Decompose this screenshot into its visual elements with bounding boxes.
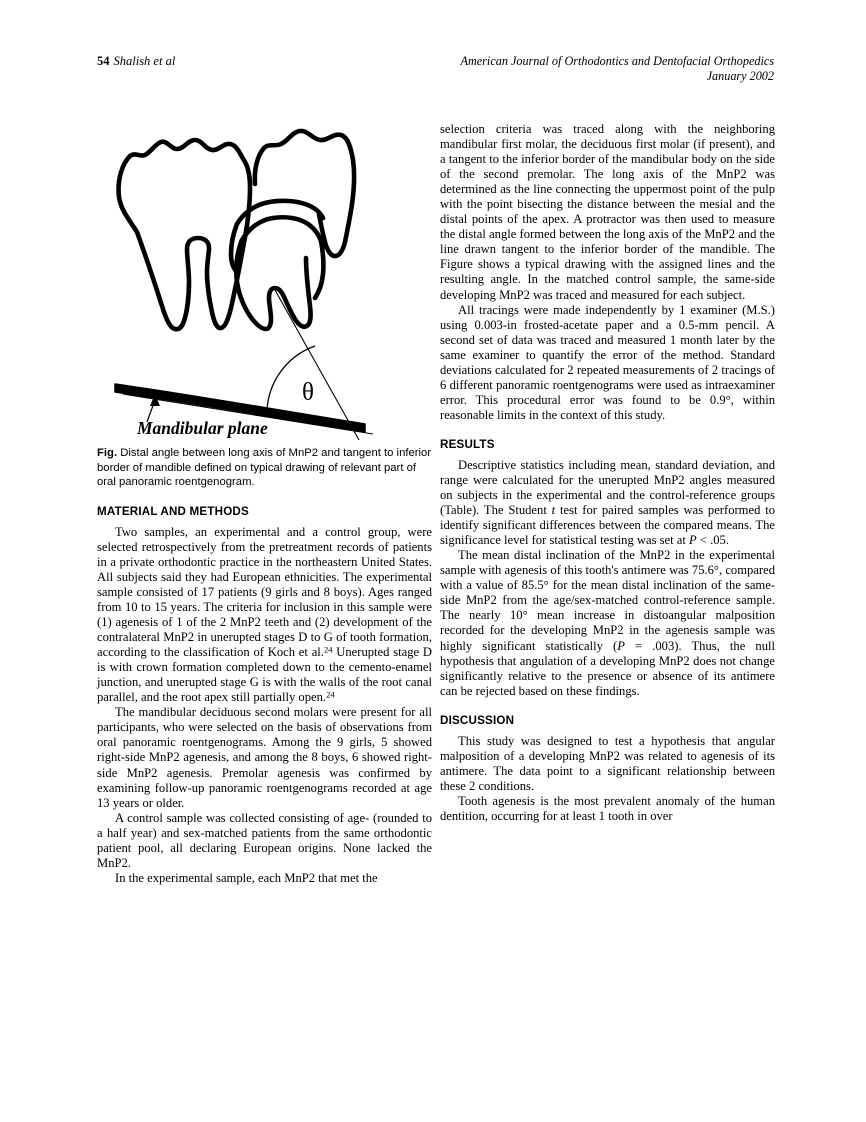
- results-1-part-c: < .05.: [696, 533, 729, 548]
- heading-material-and-methods: MATERIAL AND METHODS: [97, 504, 249, 518]
- paragraph-material-4: In the experimental sample, each MnP2 that met the: [115, 870, 378, 885]
- issue-date: January 2002: [706, 69, 774, 83]
- paragraph-tracings: All tracings were made independently by 1 examiner (M.S.) using 0.003-in frosted-acetate paper and a 0.5-mm pencil. A second set of data was traced and measured 1 month later by the same examiner to quantify the error of the method. Standard deviations calculated for 2 repeated measurements of 2 tracings of 6 different panoramic roentgenograms were used as intraexaminer error. This procedural error was found to be 0.9°, within reasonable limits in the context of this study.: [440, 302, 775, 422]
- results-2-part-a: The mean distal inclination of the MnP2 in the experimental sample with agenesis of this tooth's antimere was 75.6°, compared with a value of 85.5° for the mean distal inclination of the same-side MnP2 from the age/sex-matched control-reference sample. The nearly 10° mean increase in distoangular malposition recorded for the developing MnP2 in the agenesis sample was highly significant statistically (: [440, 548, 775, 653]
- figure-caption-text: Distal angle between long axis of MnP2 and tangent to inferior border of mandible defined on typical drawing of relevant part of oral panoramic roentgenogram.: [97, 447, 432, 489]
- heading-results: RESULTS: [440, 437, 495, 451]
- paragraph-material-3: A control sample was collected consisting of age- (rounded to a half year) and sex-matched patients from the same orthodontic patient pool, all declaring European origins. None lacked the MnP2.: [97, 810, 432, 870]
- paragraph-material-1-cont: Unerupted stage D is with crown formation completed down to the cemento-enamel junction, and unerupted stage G is with the walls of the root canal parallel, and the root apex still partially open.: [97, 645, 432, 705]
- results-1-part-a: Descriptive statistics including mean, standard deviation, and range were calculated for the unerupted MnP2 angles measured on subjects in the experimental and the control-reference groups (Table). The Student: [440, 457, 775, 518]
- student-t-italic: t: [551, 503, 556, 518]
- heading-discussion: DISCUSSION: [440, 713, 515, 727]
- journal-title: American Journal of Orthodontics and Dentofacial Orthopedics: [460, 54, 774, 68]
- paragraph-material-1: [97, 525, 432, 706]
- paragraph-discussion-1: This study was designed to test a hypothesis that angular malposition of a developing MnP2 was related to agenesis of its antimere. The data point to a significant relationship between these 2 conditions.: [440, 733, 775, 793]
- molar-outline: [119, 140, 250, 329]
- premolar-right-flank: [315, 241, 323, 298]
- paragraph-material-1-text: Two samples, an experimental and a control group, were selected retrospectively from the pretreatment records of patients in a private orthodontic practice in the northeastern United States. All subjects said they had European ethnicities. The experimental sample consisted of 17 patients (9 girls and 8 boys). Ages ranged from 10 to 15 years. The criteria for inclusion in this sample were (1) agenesis of 1 of the 2 MnP2 teeth and (2) development of the contralateral MnP2 in unerupted stages D to G of tooth formation, according to the classification of Koch et al.: [97, 524, 432, 660]
- mandibular-plane-label: Mandibular plane: [137, 418, 268, 438]
- paragraph-results-1: [440, 458, 775, 548]
- figure-illustration: [97, 122, 432, 440]
- p-value-symbol: P: [689, 533, 697, 548]
- citation-marker: 24: [326, 689, 335, 700]
- paragraph-discussion-2: Tooth agenesis is the most prevalent anomaly of the human dentition, occurring for at least 1 tooth in over: [440, 793, 775, 823]
- paragraph-material-2: The mandibular deciduous second molars were present for all participants, who were selected on the basis of observations from oral panoramic roentgenograms. Among the 9 girls, 5 showed right-side MnP2 agenesis, and among the 8 boys, 6 showed right-side MnP2 agenesis. Premolar agenesis was confirmed by examining follow-up panoramic roentgenograms recorded at age 13 years or older.: [97, 705, 432, 810]
- p-value-symbol: P: [617, 638, 625, 653]
- running-head-left: [97, 54, 175, 69]
- citation-marker: 24: [323, 644, 333, 655]
- angle-symbol-theta: θ: [302, 379, 314, 406]
- figure-label: Fig.: [97, 447, 118, 459]
- left-column: [97, 122, 432, 886]
- developing-premolar-crown-inner: [242, 217, 321, 241]
- results-1-part-b: test for paired samples was performed to identify significant differences between the compared means. The significance level for statistical testing was set at: [440, 503, 775, 548]
- paragraph-methods-continued: selection criteria was traced along with the neighboring mandibular first molar, the deciduous first molar (if present), and a tangent to the inferior border of the mandibular body on the side of the second premolar. The long axis of the MnP2 was determined as the line connecting the uppermost point of the pulp with the point bisecting the distance between the mesial and the distal points of the apex. A protractor was then used to measure the distal angle formed between the long axis of the MnP2 and the line drawn tangent to the inferior border of the mandible. The Figure shows a typical drawing with the assigned lines and the resulting angle. In the matched control sample, the same-side developing MnP2 was traced and measured for each subject.: [440, 122, 775, 302]
- paragraph-results-2: [440, 548, 775, 698]
- premolar-left-flank: [236, 240, 310, 329]
- author-short: Shalish et al: [113, 54, 176, 68]
- results-2-part-b: = .003). Thus, the null hypothesis that angulation of a developing MnP2 does not change significantly relative to the presence or absence of its antimere can be rejected based on these findings.: [440, 638, 775, 698]
- running-head-right: [461, 54, 774, 84]
- running-head: [97, 54, 774, 88]
- page-number: 54: [97, 54, 110, 68]
- right-column: [440, 122, 775, 824]
- figure-block: [97, 122, 432, 490]
- second-molar-outline: [255, 131, 354, 256]
- figure-caption: [97, 446, 432, 490]
